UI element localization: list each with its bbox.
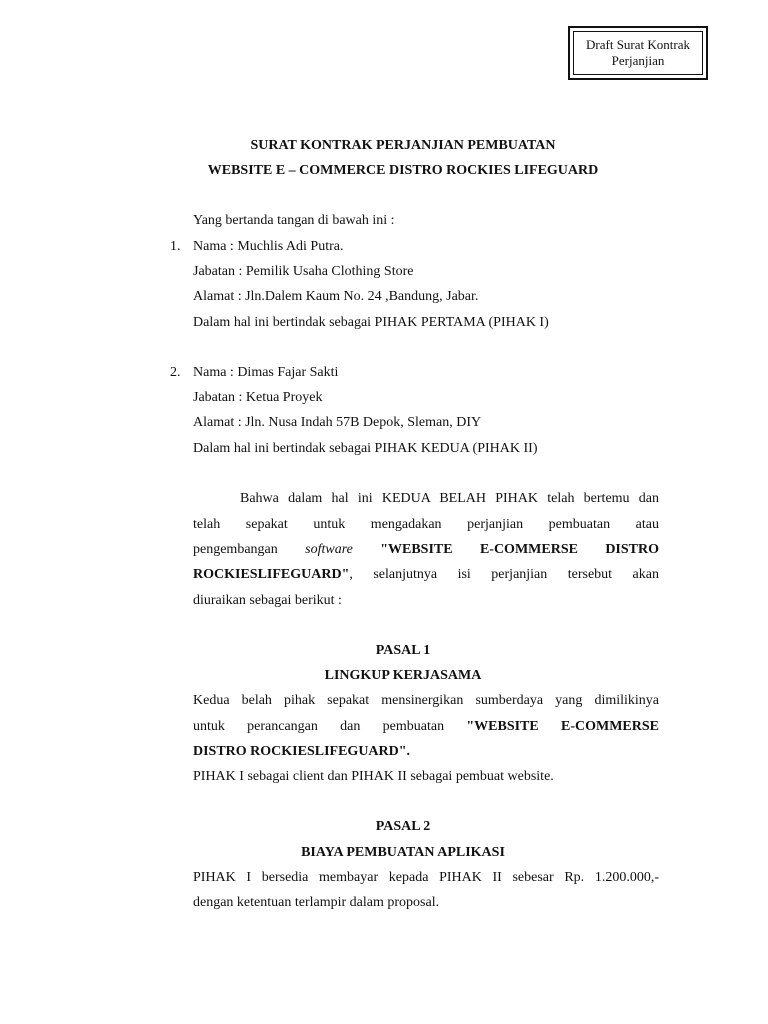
party2-alamat: Alamat : Jln. Nusa Indah 57B Depok, Sleman, DIY: [193, 415, 482, 430]
party2-jabatan: Jabatan : Ketua Proyek: [193, 390, 323, 405]
draft-label-line1: Draft Surat Kontrak: [586, 37, 690, 52]
pasal1-line2-a: untuk perancangan dan pembuatan: [193, 719, 445, 734]
document-title-line1: SURAT KONTRAK PERJANJIAN PEMBUATAN: [250, 138, 556, 153]
pasal1-line2: [193, 718, 659, 736]
preamble-line3: [193, 541, 659, 559]
pasal2-line1: PIHAK I bersedia membayar kepada PIHAK II sebesar Rp. 1.200.000,-: [193, 870, 659, 885]
pasal1-line4: PIHAK I sebagai client dan PIHAK II sebagai pembuat website.: [193, 769, 554, 784]
preamble-line3-a: pengembangan: [193, 542, 278, 557]
party1-number: 1.: [170, 239, 181, 254]
draft-label-line2: Perjanjian: [611, 53, 665, 68]
preamble-software-term: software: [305, 542, 353, 557]
party1-alamat: Alamat : Jln.Dalem Kaum No. 24 ,Bandung, Jabar.: [193, 289, 479, 304]
pasal1-website-name: "WEBSITE E-COMMERSE: [466, 719, 660, 734]
party2-nama: Nama : Dimas Fajar Sakti: [193, 365, 339, 380]
preamble-line1: Bahwa dalam hal ini KEDUA BELAH PIHAK telah bertemu dan: [240, 491, 659, 506]
pasal1-line1: Kedua belah pihak sepakat mensinergikan sumberdaya yang dimilikinya: [193, 693, 659, 708]
draft-label-box: [568, 26, 708, 80]
preamble-line4-b: , selanjutnya isi perjanjian tersebut akan: [349, 567, 659, 582]
party1-jabatan: Jabatan : Pemilik Usaha Clothing Store: [193, 264, 414, 279]
draft-label-inner: [573, 31, 703, 75]
pasal1-subheading: LINGKUP KERJASAMA: [324, 668, 482, 683]
pasal2-subheading: BIAYA PEMBUATAN APLIKASI: [301, 845, 505, 860]
preamble-line5: diuraikan sebagai berikut :: [193, 593, 342, 608]
pasal2-heading: PASAL 2: [375, 819, 431, 834]
pasal1-line3: DISTRO ROCKIESLIFEGUARD".: [193, 744, 411, 759]
document-title-line2: WEBSITE E – COMMERCE DISTRO ROCKIES LIFEGUARD: [207, 163, 599, 178]
preamble-website-name: "WEBSITE E-COMMERSE DISTRO: [380, 542, 660, 557]
preamble-website-name-cont: ROCKIESLIFEGUARD": [193, 567, 350, 582]
party2-role: Dalam hal ini bertindak sebagai PIHAK KEDUA (PIHAK II): [193, 441, 538, 456]
party1-nama: Nama : Muchlis Adi Putra.: [193, 239, 344, 254]
pasal1-heading: PASAL 1: [375, 643, 431, 658]
preamble-line2: telah sepakat untuk mengadakan perjanjian pembuatan atau: [193, 517, 659, 532]
party1-role: Dalam hal ini bertindak sebagai PIHAK PERTAMA (PIHAK I): [193, 315, 549, 330]
pasal2-line2: dengan ketentuan terlampir dalam proposal.: [193, 895, 440, 910]
intro-text: Yang bertanda tangan di bawah ini :: [193, 213, 395, 228]
party2-number: 2.: [170, 365, 181, 380]
preamble-line4: [193, 566, 659, 584]
